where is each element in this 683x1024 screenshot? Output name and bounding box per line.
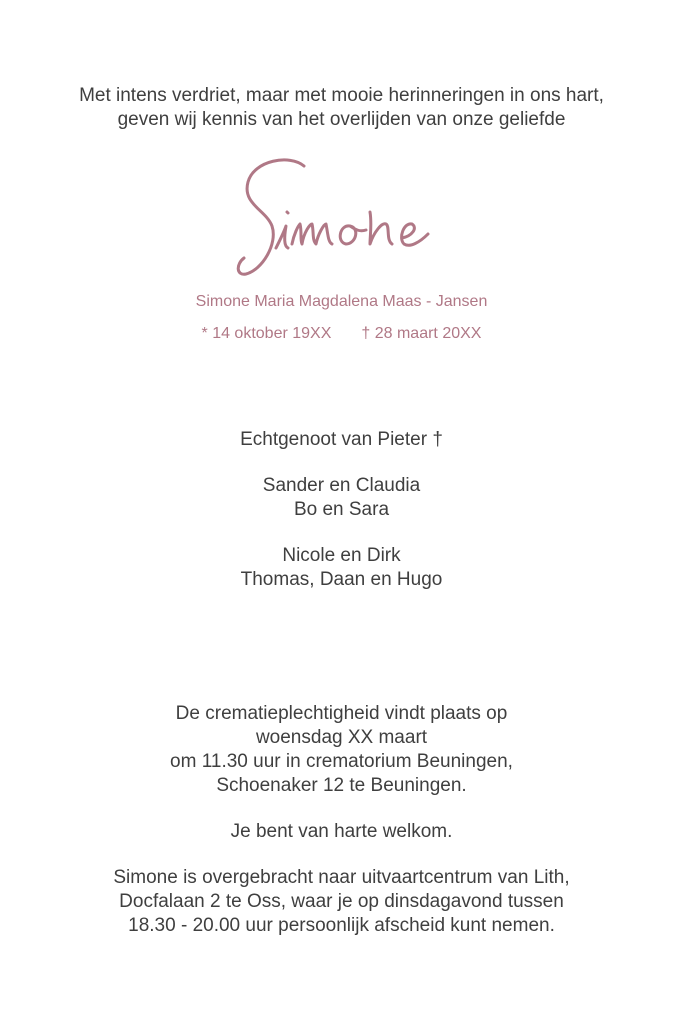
ceremony-line: om 11.30 uur in crematorium Beuningen, <box>170 751 513 772</box>
farewell-line: Docfalaan 2 te Oss, waar je op dinsdagavond tussen <box>119 891 564 912</box>
farewell-line: 18.30 - 20.00 uur persoonlijk afscheid kunt nemen. <box>128 915 555 936</box>
full-name-text: Simone Maria Magdalena Maas - Jansen <box>195 293 488 310</box>
family-line: Bo en Sara <box>293 499 390 520</box>
spacer <box>0 798 683 820</box>
full-name <box>0 292 683 312</box>
ceremony-line: De crematieplechtigheid vindt plaats op <box>175 703 508 724</box>
family-line: Nicole en Dirk <box>282 545 401 566</box>
intro-text <box>0 84 683 132</box>
spouse-line: Echtgenoot van Pieter † <box>240 429 443 450</box>
life-dates <box>0 324 683 344</box>
intro-line: geven wij kennis van het overlijden van onze geliefde <box>117 109 566 130</box>
birth-date: * 14 oktober 19XX <box>201 325 332 342</box>
intro-line: Met intens verdriet, maar met mooie herinneringen in ons hart, <box>79 85 604 106</box>
family-line: Sander en Claudia <box>262 475 421 496</box>
family-list <box>0 428 683 592</box>
farewell-line: Simone is overgebracht naar uitvaartcentrum van Lith, <box>113 867 570 888</box>
signature-script <box>232 152 462 282</box>
welcome-line: Je bent van harte welkom. <box>230 821 453 842</box>
spacer <box>0 522 683 544</box>
family-line: Thomas, Daan en Hugo <box>240 569 443 590</box>
signature-name <box>232 152 462 282</box>
spacer <box>0 452 683 474</box>
ceremony-info <box>0 702 683 938</box>
spacer <box>0 844 683 866</box>
ceremony-line: Schoenaker 12 te Beuningen. <box>216 775 467 796</box>
death-date: † 28 maart 20XX <box>361 325 482 342</box>
ceremony-line: woensdag XX maart <box>255 727 428 748</box>
